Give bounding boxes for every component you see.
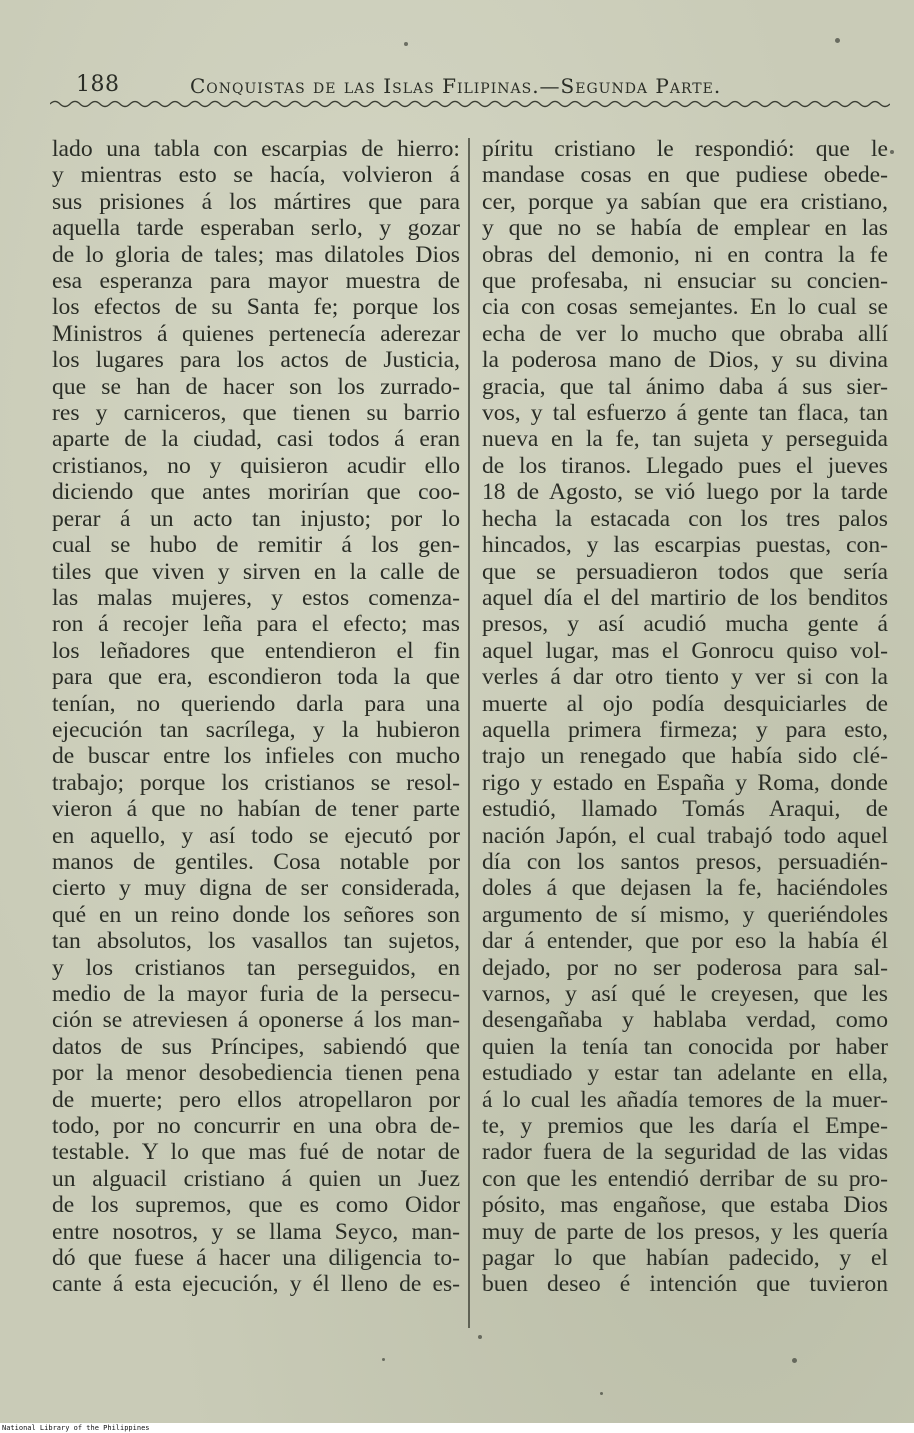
text-line: lado una tabla con escarpias de hierro: [52,136,460,162]
text-line: aquella primera firmeza; y para esto, [482,716,888,743]
text-line: estudiado y estar tan adelante en ella, [482,1060,888,1087]
text-line: hecha la estacada con los tres palos [482,505,888,532]
text-line: rador fuera de la seguridad de las vidas [482,1139,888,1166]
text-line: y mientras esto se hacía, volvieron á [52,162,460,189]
text-line: esa esperanza para mayor muestra de [52,268,460,295]
text-line: presos, y así acudió mucha gente á [482,611,888,638]
text-line: y los cristianos tan perseguidos, en [52,954,460,981]
text-line: muerte al ojo podía desquiciarles de [482,690,888,717]
paper-speck [404,42,408,46]
text-line: tan absolutos, los vasallos tan sujetos, [52,928,460,955]
text-line: Ministros á quienes pertenecía aderezar [52,320,460,347]
text-line: aparte de la ciudad, casi todos á eran [52,426,460,453]
text-line: cual se hubo de remitir á los gen- [52,532,460,559]
text-line: cierto y muy digna de ser considerada, [52,875,460,902]
text-line: mandase cosas en que pudiese obede- [482,162,888,189]
text-line: desengañaba y hablaba verdad, como [482,1007,888,1034]
text-line: cante á esta ejecución, y él lleno de es- [52,1271,460,1298]
text-line: tiles que viven y sirven en la calle de [52,558,460,585]
paper-speck [890,150,894,154]
text-line: un alguacil cristiano á quien un Juez [52,1165,460,1192]
text-line: que se persuadieron todos que sería [482,558,888,585]
right-text-column [482,136,888,1298]
text-line: vieron á que no habían de tener parte [52,796,460,823]
text-line: trabajo; porque los cristianos se resol- [52,769,460,796]
text-line: píritu cristiano le respondió: que le [482,136,888,162]
text-line: dejado, por no ser poderosa para sal- [482,954,888,981]
text-line: vos, y tal esfuerzo á gente tan flaca, tan [482,400,888,427]
text-line: en aquello, y así todo se ejecutó por [52,822,460,849]
footer-credit: National Library of the Philippines [2,1424,150,1432]
text-line: estudió, llamado Tomás Araqui, de [482,796,888,823]
text-line: nueva en la fe, tan sujeta y perseguida [482,426,888,453]
text-line: dar á entender, que por eso la había él [482,928,888,955]
text-line: muy de parte de los presos, y les quería [482,1218,888,1245]
text-line: de los tiranos. Llegado pues el jueves [482,452,888,479]
text-line: las malas mujeres, y estos comenza- [52,584,460,611]
text-line: de los supremos, que es como Oidor [52,1192,460,1219]
text-line: que profesaba, ni ensuciar su concien- [482,268,888,295]
text-line: perar á un acto tan injusto; por lo [52,505,460,532]
left-text-column [52,136,460,1298]
text-line: aquella tarde esperaban serlo, y gozar [52,215,460,242]
text-line: tenían, no queriendo darla para una [52,690,460,717]
text-line: varnos, y así qué le creyesen, que les [482,981,888,1007]
text-line: los lugares para los actos de Justicia, [52,347,460,374]
paper-speck [382,1358,385,1361]
text-line: la poderosa mano de Dios, y su divina [482,347,888,374]
text-line: día con los santos presos, persuadién- [482,848,888,875]
paper-speck [835,38,840,43]
text-line: cia con cosas semejantes. En lo cual se [482,294,888,321]
text-line: 18 de Agosto, se vió luego por la tarde [482,479,888,506]
running-title: Conquistas de las Islas Filipinas.—Segunda Parte. [190,74,722,98]
text-line: medio de la mayor furia de la persecu- [52,981,460,1007]
text-line: y que no se había de emplear en las [482,215,888,242]
text-line: pagar lo que habían padecido, y el [482,1245,888,1272]
text-line: echa de ver lo mucho que obraba allí [482,320,888,347]
text-line: hincados, y las escarpias puestas, con- [482,532,888,559]
paper-speck [478,1335,482,1339]
text-line: todo, por no concurrir en una obra de- [52,1113,460,1140]
text-line: cer, porque ya sabían que era cristiano, [482,188,888,215]
text-line: obras del demonio, ni en contra la fe [482,241,888,268]
text-line: buen deseo é intención que tuvieron [482,1271,888,1298]
text-line: doles á que dejasen la fe, haciéndoles [482,875,888,902]
text-line: qué en un reino donde los señores son [52,901,460,928]
text-line: cristianos, no y quisieron acudir ello [52,452,460,479]
text-line: de buscar entre los infieles con mucho [52,743,460,770]
text-line: datos de sus Príncipes, sabiendó que [52,1033,460,1060]
text-line: nación Japón, el cual trabajó todo aquel [482,822,888,849]
text-line: con que les entendió derribar de su pro- [482,1165,888,1192]
text-line: testable. Y lo que mas fué de notar de [52,1139,460,1166]
text-line: de muerte; pero ellos atropellaron por [52,1086,460,1113]
text-line: manos de gentiles. Cosa notable por [52,848,460,875]
text-line: diciendo que antes morirían que coo- [52,479,460,506]
text-line: sus prisiones á los mártires que para [52,188,460,215]
text-line: verles á dar otro tiento y ver si con la [482,664,888,691]
text-line: rigo y estado en España y Roma, donde [482,769,888,796]
text-line: quien la tenía tan conocida por haber [482,1033,888,1060]
paper-speck [792,1358,797,1363]
text-line: los efectos de su Santa fe; porque los [52,294,460,321]
text-line: entre nosotros, y se llama Seyco, man- [52,1218,460,1245]
text-line: gracia, que tal ánimo daba á sus sier- [482,373,888,400]
text-line: á lo cual les añadía temores de la muer- [482,1086,888,1113]
text-line: que se han de hacer son los zurrado- [52,373,460,400]
text-line: ejecución tan sacrílega, y la hubieron [52,716,460,743]
text-line: por la menor desobediencia tienen pena [52,1060,460,1087]
text-line: dó que fuese á hacer una diligencia to- [52,1245,460,1272]
decorative-wavy-rule [50,98,890,110]
text-line: de lo gloria de tales; mas dilatoles Dios [52,241,460,268]
text-line: para que era, escondieron toda la que [52,664,460,691]
paper-speck [600,1392,603,1395]
text-line: pósito, mas engañose, que estaba Dios [482,1192,888,1219]
text-line: los leñadores que entendieron el fin [52,637,460,664]
text-line: argumento de sí mismo, y queriéndoles [482,901,888,928]
text-line: te, y premios que les daría el Empe- [482,1113,888,1140]
column-divider [468,138,470,1328]
text-line: ron á recojer leña para el efecto; mas [52,611,460,638]
text-line: aquel lugar, mas el Gonrocu quiso vol- [482,637,888,664]
text-line: aquel día el del martirio de los benditos [482,584,888,611]
text-line: trajo un renegado que había sido clé- [482,743,888,770]
text-line: res y carniceros, que tienen su barrio [52,400,460,427]
text-line: ción se atreviesen á oponerse á los man- [52,1007,460,1034]
page-number: 188 [76,72,120,97]
